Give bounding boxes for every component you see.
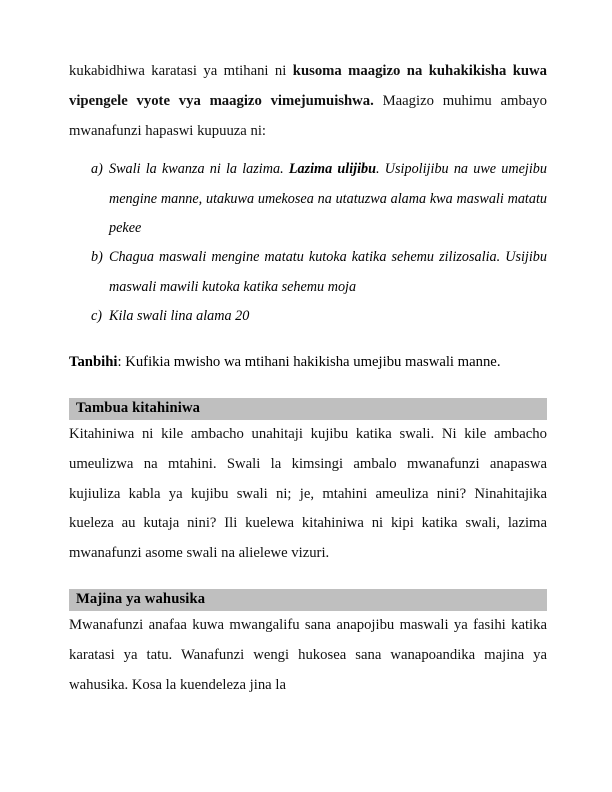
- lead-text-bold-run: kusoma maagizo na kuhakikisha kuwa vipengele vyote vya maagizo vimejumuishwa.: [69, 63, 548, 109]
- instruction-list: [69, 155, 547, 331]
- list-item-text: [109, 302, 547, 331]
- list-item: [69, 155, 547, 243]
- list-item-run-3: . Usipolijibu na uwe umejibu mengine manne, utakuwa umekosea na utatuzwa alama kwa maswali matatu pekee: [109, 161, 547, 236]
- lead-text-run-1: kukabidhiwa karatasi ya mtihani ni: [69, 63, 293, 79]
- section-1-paragraph: Kitahiniwa ni kile ambacho unahitaji kujibu katika swali. Ni kile ambacho umeulizwa na mtahini. Swali la kimsingi ambalo mwanafunzi anapaswa kujiuliza kabla ya kujibu swali ni; je, mtahini ameuliza nini? Ninahitajika kueleza au kutaja nini? Ili kuelewa kitahiniwa ni kipi katika swali, lazima mwanafunzi asome swali na alielewe vizuri.: [69, 425, 547, 562]
- list-item-run-1: Swali la kwanza ni la lazima.: [109, 161, 289, 178]
- page-content: [69, 57, 547, 700]
- note-label: Tanbihi: [69, 354, 118, 371]
- section-heading-majina-ya-wahusika: [69, 589, 547, 611]
- section-heading-label: Tambua kitahiniwa: [76, 399, 201, 416]
- note-text: : Kufikia mwisho wa mtihani hakikisha umejibu maswali manne.: [117, 354, 501, 371]
- section-heading-tambua-kitahiniwa: [69, 398, 547, 420]
- lead-paragraph: [69, 57, 547, 146]
- section-heading-label: Majina ya wahusika: [76, 590, 206, 607]
- list-item-text: [109, 243, 547, 302]
- list-marker: a): [91, 161, 103, 178]
- section-2-paragraph: Mwanafunzi anafaa kuwa mwangalifu sana anapojibu maswali ya fasihi katika karatasi ya tatu. Wanafunzi wengi hukosea sana wanapoandika majina ya wahusika. Kosa la kuendeleza jina la: [69, 616, 547, 693]
- list-item-text: [109, 155, 547, 243]
- list-marker: b): [91, 249, 103, 266]
- lead-text-run-3: Maagizo muhimu ambayo mwanafunzi hapaswi kupuuza ni:: [69, 92, 547, 139]
- list-item-run-1: Chagua maswali mengine matatu kutoka katika sehemu zilizosalia. Usijibu maswali mawili kutoka katika sehemu moja: [109, 249, 547, 295]
- list-item: [69, 302, 547, 331]
- list-marker: c): [91, 307, 103, 324]
- list-item: [69, 243, 547, 302]
- list-item-run-1: Kila swali lina alama 20: [109, 307, 250, 324]
- list-item-bold-run: Lazima ulijibu: [288, 161, 377, 178]
- note-paragraph: [69, 348, 547, 378]
